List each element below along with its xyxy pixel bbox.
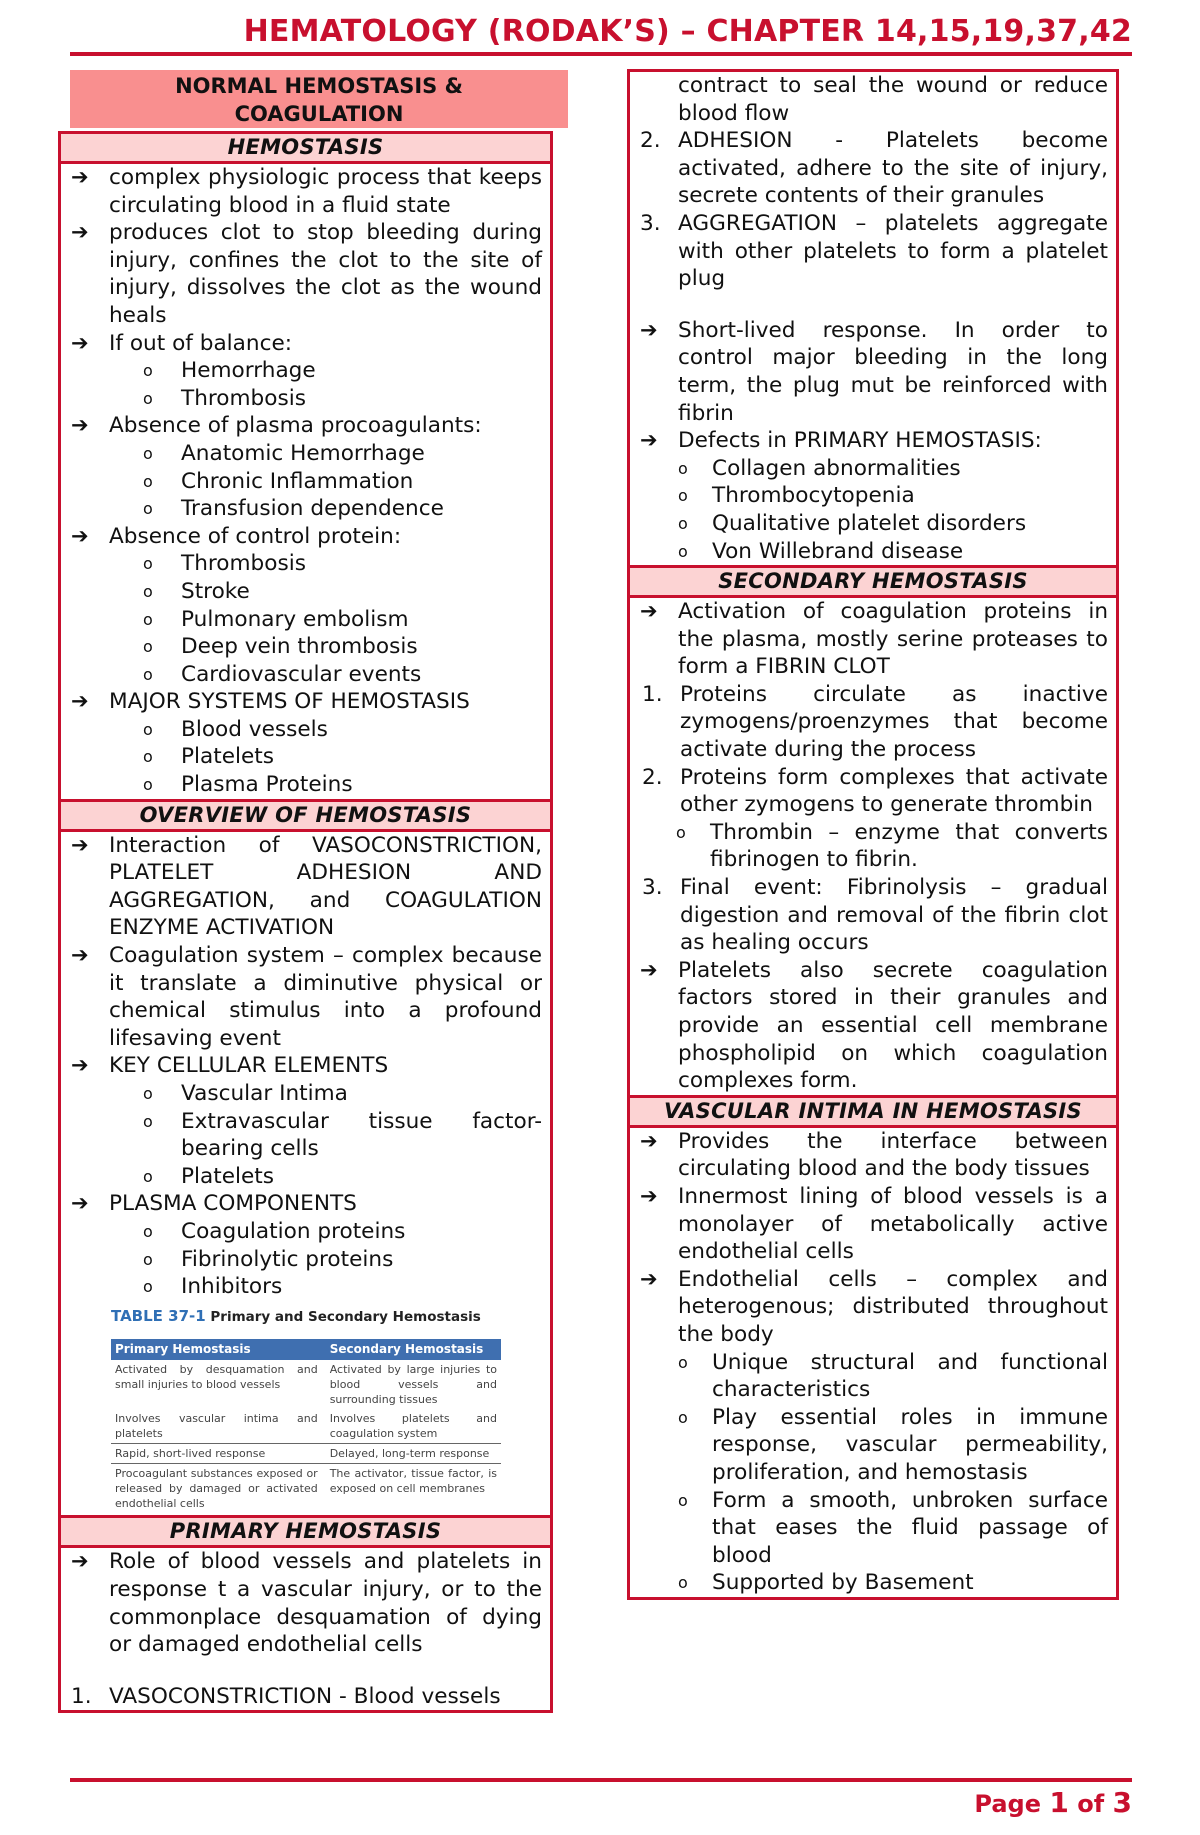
sub-item: o Unique structural and functional characteristics: [678, 1349, 1108, 1403]
numbered-item: 2. ADHESION - Platelets become activated, adhere to the site of injury, secrete contents of their granules: [640, 128, 1108, 209]
sub-item: o Stroke: [143, 578, 250, 604]
table-row: [111, 1409, 501, 1444]
circle-bullet-icon: o: [143, 443, 153, 463]
bullet: ➔ Provides the interface between circulating blood and the body tissues: [640, 1128, 1108, 1182]
table-cell: Rapid, short-lived response: [111, 1444, 322, 1464]
arrow-icon: ➔: [71, 1053, 89, 1078]
arrow-icon: ➔: [640, 428, 658, 453]
circle-bullet-icon: o: [678, 541, 688, 561]
circle-bullet-icon: o: [143, 1111, 153, 1131]
bullet: ➔ Innermost lining of blood vessels is a monolayer of metabolically active endothelial cells: [640, 1183, 1108, 1265]
circle-bullet-icon: o: [143, 554, 153, 574]
circle-bullet-icon: o: [678, 486, 688, 506]
sub-item: o Pulmonary embolism: [143, 606, 409, 632]
sub-item: o Thrombocytopenia: [678, 483, 915, 509]
section-title: HEMOSTASIS: [61, 134, 550, 164]
circle-bullet-icon: o: [143, 361, 153, 381]
arrow-icon: ➔: [640, 1128, 658, 1153]
section-vascular-intima: [627, 1095, 1119, 1600]
table-cell: Delayed, long-term response: [322, 1444, 501, 1464]
circle-bullet-icon: o: [143, 1166, 153, 1186]
numbered-item: 3. Final event: Fibrinolysis – gradual digestion and removal of the fibrin clot as healing occurs: [642, 875, 1108, 956]
arrow-icon: ➔: [71, 1549, 89, 1574]
section-title: PRIMARY HEMOSTASIS: [61, 1518, 550, 1548]
bullet: ➔ Platelets also secrete coagulation factors stored in their granules and provide an essential cell membrane phospholipid on which coagulation complexes form.: [640, 957, 1108, 1094]
circle-bullet-icon: o: [143, 775, 153, 795]
circle-bullet-icon: o: [143, 1221, 153, 1241]
numbered-item: 3. AGGREGATION – platelets aggregate with other platelets to form a platelet plug: [640, 210, 1108, 292]
table-number: TABLE 37-1: [111, 1306, 206, 1325]
arrow-icon: ➔: [71, 832, 89, 857]
table-row: [111, 1444, 501, 1464]
sub-item: o Platelets: [143, 1163, 275, 1189]
section-overview: [58, 799, 553, 1519]
circle-bullet-icon: o: [678, 1407, 688, 1427]
bullet: ➔ complex physiologic process that keeps circulating blood in a fluid state: [71, 165, 542, 218]
circle-bullet-icon: o: [678, 1490, 688, 1510]
table-cell: Procoagulant substances exposed or released by damaged or activated endothelial cells: [111, 1464, 322, 1514]
circle-bullet-icon: o: [143, 1249, 153, 1269]
bullet: ➔ Endothelial cells – complex and heterogenous; distributed throughout the body: [640, 1266, 1108, 1347]
circle-bullet-icon: o: [678, 513, 688, 533]
table-cell: Involves platelets and coagulation system: [329, 1412, 497, 1441]
circle-bullet-icon: o: [143, 1084, 153, 1103]
bullet: ➔ produces clot to stop bleeding during injury, confines the clot to the site of injury, dissolves the clot as the wound heals: [71, 220, 542, 328]
sub-item: o Chronic Inflammation: [143, 468, 414, 494]
continued-text: contract to seal the wound or reduce blood flow: [678, 73, 1108, 126]
circle-bullet-icon: o: [143, 609, 153, 629]
arrow-icon: ➔: [640, 957, 658, 982]
table-header-cell: Secondary Hemostasis: [322, 1339, 501, 1360]
table-cell: Involves vascular intima and platelets: [115, 1412, 318, 1441]
section-title: OVERVIEW OF HEMOSTASIS: [61, 802, 550, 832]
left-column: [58, 134, 553, 1713]
bullet: ➔ Defects in PRIMARY HEMOSTASIS:: [640, 428, 1042, 454]
sub-item: o Thrombin – enzyme that converts fibrinogen to fibrin.: [676, 819, 1108, 873]
arrow-icon: ➔: [640, 1183, 658, 1208]
bullet: ➔ Absence of control protein:: [71, 523, 402, 549]
sub-item: o Thrombosis: [143, 385, 306, 411]
topic-heading: [70, 70, 568, 128]
sub-item: o Inhibitors: [143, 1274, 283, 1300]
table-caption: [111, 1303, 501, 1332]
arrow-icon: ➔: [71, 330, 89, 355]
topic-line-1: NORMAL HEMOSTASIS &: [175, 74, 463, 98]
sub-item: o Blood vessels: [143, 716, 328, 742]
section-primary-hemostasis-cont: [627, 69, 1119, 568]
circle-bullet-icon: o: [143, 388, 153, 408]
page-footer: [70, 1786, 1132, 1819]
arrow-icon: ➔: [640, 1266, 658, 1291]
footer-divider: [70, 1778, 1132, 1782]
hemostasis-comparison-table: [111, 1339, 501, 1513]
page-label: Page: [974, 1790, 1042, 1818]
bullet: ➔ Role of blood vessels and platelets in response t a vascular injury, or to the commonplace desquamation of dying or damaged endothelial cells: [71, 1549, 542, 1658]
numbered-item: 1. VASOCONSTRICTION - Blood vessels: [71, 1683, 501, 1709]
section-hemostasis: [58, 131, 553, 802]
sub-item: o Transfusion dependence: [143, 496, 444, 522]
page-title: HEMATOLOGY (RODAK’S) – CHAPTER 14,15,19,37,42: [243, 14, 1132, 49]
sub-item: o Von Willebrand disease: [678, 538, 964, 564]
arrow-icon: ➔: [640, 599, 658, 624]
circle-bullet-icon: o: [143, 471, 153, 491]
sub-item: o Thrombosis: [143, 551, 306, 577]
total-pages: 3: [1112, 1786, 1132, 1819]
circle-bullet-icon: o: [143, 499, 153, 519]
circle-bullet-icon: o: [143, 664, 153, 684]
right-column: [627, 72, 1119, 1600]
sub-item: o Plasma Proteins: [143, 772, 353, 798]
bullet: ➔ Coagulation system – complex because it translate a diminutive physical or chemical stimulus into a profound lifesaving event: [71, 943, 542, 1051]
sub-item: o Vascular Intima: [143, 1081, 348, 1106]
table-header-cell: Primary Hemostasis: [111, 1339, 322, 1360]
of-label: of: [1077, 1790, 1105, 1818]
topic-line-2: COAGULATION: [234, 102, 404, 126]
arrow-icon: ➔: [71, 943, 89, 968]
sub-item: o Platelets: [143, 744, 275, 770]
sub-item: o Cardiovascular events: [143, 661, 422, 687]
table-row: [111, 1360, 501, 1409]
section-title: VASCULAR INTIMA IN HEMOSTASIS: [630, 1098, 1116, 1128]
numbered-item: 2. Proteins form complexes that activate other zymogens to generate thrombin: [642, 764, 1108, 818]
circle-bullet-icon: o: [678, 458, 688, 478]
section-primary-hemostasis: [58, 1515, 553, 1713]
sub-item: o Play essential roles in immune response, vascular permeability, proliferation, and hemostasis: [678, 1404, 1108, 1485]
circle-bullet-icon: o: [143, 1277, 153, 1297]
bullet: ➔ PLASMA COMPONENTS: [71, 1191, 357, 1217]
circle-bullet-icon: o: [678, 1352, 688, 1372]
sub-item: o Fibrinolytic proteins: [143, 1246, 394, 1272]
arrow-icon: ➔: [71, 220, 89, 245]
numbered-item: 1. Proteins circulate as inactive zymogens/proenzymes that become activate during the process: [642, 681, 1108, 763]
bullet: ➔ KEY CELLULAR ELEMENTS: [71, 1053, 389, 1079]
header-divider: [70, 52, 1132, 56]
sub-item: o Collagen abnormalities: [678, 455, 961, 481]
arrow-icon: ➔: [71, 165, 89, 189]
page-number: 1: [1049, 1786, 1069, 1819]
arrow-icon: ➔: [71, 413, 89, 438]
bullet: ➔ Absence of plasma procoagulants:: [71, 413, 482, 439]
sub-item: o Anatomic Hemorrhage: [143, 440, 425, 466]
table-cell: The activator, tissue factor, is exposed on cell membranes: [322, 1464, 501, 1514]
table-cell: Activated by desquamation and small injuries to blood vessels: [115, 1363, 318, 1392]
section-title: SECONDARY HEMOSTASIS: [630, 568, 1116, 598]
table-cell: Activated by large injuries to blood vessels and surrounding tissues: [329, 1363, 497, 1407]
bullet: ➔ Interaction of VASOCONSTRICTION, PLATELET ADHESION AND AGGREGATION, and COAGULATION ENZYME ACTIVATION: [71, 832, 542, 941]
circle-bullet-icon: o: [678, 1573, 688, 1593]
arrow-icon: ➔: [71, 689, 89, 714]
table-figure: [111, 1303, 501, 1514]
arrow-icon: ➔: [640, 317, 658, 342]
sub-item: o Extravascular tissue factor-bearing cells: [143, 1108, 542, 1162]
circle-bullet-icon: o: [143, 637, 153, 657]
sub-item: o Coagulation proteins: [143, 1218, 406, 1244]
arrow-icon: ➔: [71, 523, 89, 548]
circle-bullet-icon: o: [676, 822, 686, 842]
table-row: [111, 1464, 501, 1514]
circle-bullet-icon: o: [143, 719, 153, 739]
section-secondary-hemostasis: [627, 565, 1119, 1098]
table-title: Primary and Secondary Hemostasis: [210, 1308, 481, 1325]
table-header-row: [111, 1339, 501, 1360]
bullet: ➔ Activation of coagulation proteins in the plasma, mostly serine proteases to form a FIBRIN CLOT: [640, 599, 1108, 680]
sub-item: o Deep vein thrombosis: [143, 634, 418, 660]
bullet: ➔ If out of balance:: [71, 330, 293, 356]
sub-item: o Form a smooth, unbroken surface that eases the fluid passage of blood: [678, 1487, 1108, 1568]
sub-item: o Qualitative platelet disorders: [678, 510, 1027, 536]
sub-item: o Hemorrhage: [143, 358, 316, 384]
circle-bullet-icon: o: [143, 581, 153, 601]
bullet: ➔ Short-lived response. In order to control major bleeding in the long term, the plug mut be reinforced with fibrin: [640, 317, 1108, 426]
circle-bullet-icon: o: [143, 747, 153, 767]
arrow-icon: ➔: [71, 1191, 89, 1216]
sub-item: o Supported by Basement: [678, 1570, 974, 1596]
bullet: ➔ MAJOR SYSTEMS OF HEMOSTASIS: [71, 689, 470, 715]
